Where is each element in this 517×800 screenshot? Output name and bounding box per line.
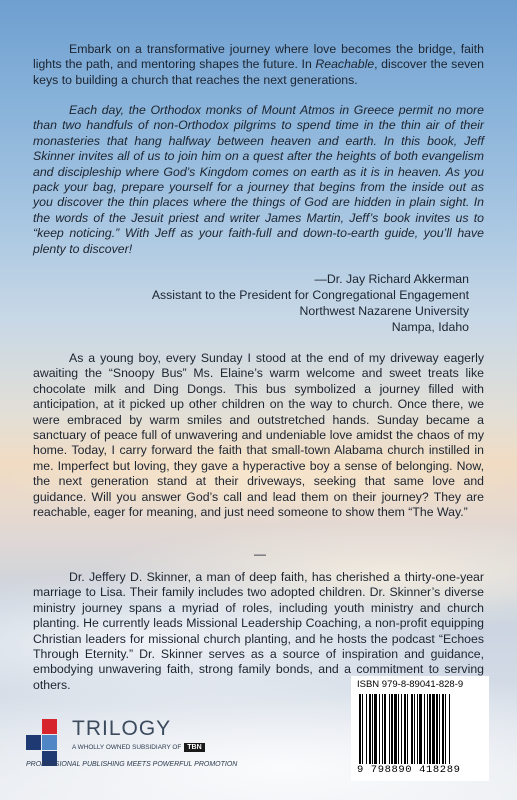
- endorser-institution: Northwest Nazarene University: [299, 304, 469, 318]
- barcode-bar: [417, 694, 418, 764]
- intro-paragraph: [33, 42, 484, 88]
- barcode-bar: [391, 694, 393, 764]
- section-separator: —: [254, 547, 266, 561]
- barcode-bar: [429, 694, 431, 764]
- barcode-bar: [427, 694, 428, 764]
- tbn-badge: TBN: [184, 743, 204, 752]
- publisher-subsidiary: [72, 743, 205, 752]
- barcode-bar: [366, 694, 367, 764]
- barcode-bar: [401, 694, 402, 764]
- barcode-number: 9 798890 418289: [357, 764, 461, 776]
- barcode-bar: [389, 694, 390, 764]
- logo-square-blue: [42, 735, 57, 750]
- barcode-bar: [384, 694, 386, 764]
- barcode-bar: [374, 694, 377, 764]
- barcode-bar: [419, 694, 422, 764]
- intro-text-2: , discover the seven keys to building a church that reaches the next generations.: [33, 57, 484, 87]
- barcode-bar: [379, 694, 380, 764]
- logo-square-red: [42, 719, 57, 734]
- barcode-bar: [411, 694, 413, 764]
- isbn-barcode: [351, 676, 489, 781]
- barcode-bar: [369, 694, 371, 764]
- publisher-logo: [20, 707, 350, 787]
- barcode-bar: [432, 694, 435, 764]
- barcode-bar: [359, 694, 361, 764]
- endorser-name: —Dr. Jay Richard Akkerman: [314, 272, 469, 286]
- barcode-bar: [439, 694, 440, 764]
- subsidiary-text: A WHOLLY OWNED SUBSIDIARY OF: [72, 744, 182, 751]
- barcode-bar: [414, 694, 415, 764]
- story-paragraph: As a young boy, every Sunday I stood at the end of my driveway eagerly awaiting the “Snoopy Bus” Ms. Elaine’s warm welcome and sweet treats like chocolate milk and Ding Dongs. This bus symbolized a journey filled with anticipation, at it picked up other children on the way to church. Once there, we were embraced by warm smiles and outstretched hands. Sunday became a sanctuary of peace full of unwavering and undeniable love amidst the chaos of my home. Today, I carry forward the faith that small-town Alabama church instilled in me. Imperfect but loving, they gave a hyperactive boy a sense of belonging. Now, the next generation stand at their driveways, seeking that same love and guidance. Will you answer God’s call and lead them on their journey? They are reachable, eager for meaning, and just need someone to show them “The Way.”: [33, 351, 484, 520]
- isbn-label: ISBN 979-8-89041-828-9: [357, 679, 464, 690]
- barcode-bar: [362, 694, 363, 764]
- barcode-bar: [404, 694, 406, 764]
- barcode-bar: [436, 694, 438, 764]
- author-bio: Dr. Jeffery D. Skinner, a man of deep faith, has cherished a thirty-one-year marriage to Lisa. Their family includes two adopted children. Dr. Skinner’s diverse ministry journey spans a myriad of roles, including youth ministry and church planting. He currently leads Missional Leadership Coaching, a non-profit equipping Christian leaders for missional church planting, and he hosts the podcast “Echoes Through Eternity.” Dr. Skinner serves as a source of inspiration and guidance, embodying unwavering faith, strong family bonds, and a commitment to serving others.: [33, 570, 484, 692]
- book-title: Reachable: [315, 57, 375, 72]
- barcode-bar: [398, 694, 399, 764]
- endorsement-quote: Each day, the Orthodox monks of Mount Atmos in Greece permit no more than two handfuls of non-Orthodox pilgrims to spend time in the thin air of their monasteries that hang halfway between heaven and earth. In this book, Jeff Skinner invites all of us to join him on a quest after the heights of both evangelism and discipleship where God’s Kingdom comes on earth as it is in heaven. As you pack your bag, prepare yourself for a journey that begins from the inside out as you discover the thin places where the things of God are hidden in plain sight. In the words of the Jesuit priest and writer James Martin, Jeff’s book invites us to “keep noticing.” With Jeff as your faith-full and down-to-earth guide, you’ll have plenty to discover!: [33, 103, 484, 256]
- barcode-bar: [424, 694, 425, 764]
- publisher-tagline: PROFESSIONAL PUBLISHING MEETS POWERFUL PROMOTION: [26, 761, 238, 768]
- barcode-bar: [407, 694, 408, 764]
- intro-text-1: Embark on a transformative journey where love becomes the bridge, faith lights the path, and mentoring shapes the future. In: [33, 42, 484, 72]
- barcode-bar: [449, 694, 450, 764]
- logo-square-navy: [26, 735, 41, 750]
- publisher-name: TRILOGY: [72, 717, 172, 740]
- barcode-bar: [382, 694, 383, 764]
- endorser-location: Nampa, Idaho: [391, 320, 469, 334]
- endorser-role: Assistant to the President for Congregational Engagement: [151, 288, 469, 302]
- barcode-bars: [359, 694, 481, 764]
- endorsement-signature: [152, 271, 469, 335]
- barcode-bar: [445, 694, 446, 764]
- barcode-bar: [442, 694, 444, 764]
- barcode-bar: [372, 694, 373, 764]
- barcode-bar: [394, 694, 397, 764]
